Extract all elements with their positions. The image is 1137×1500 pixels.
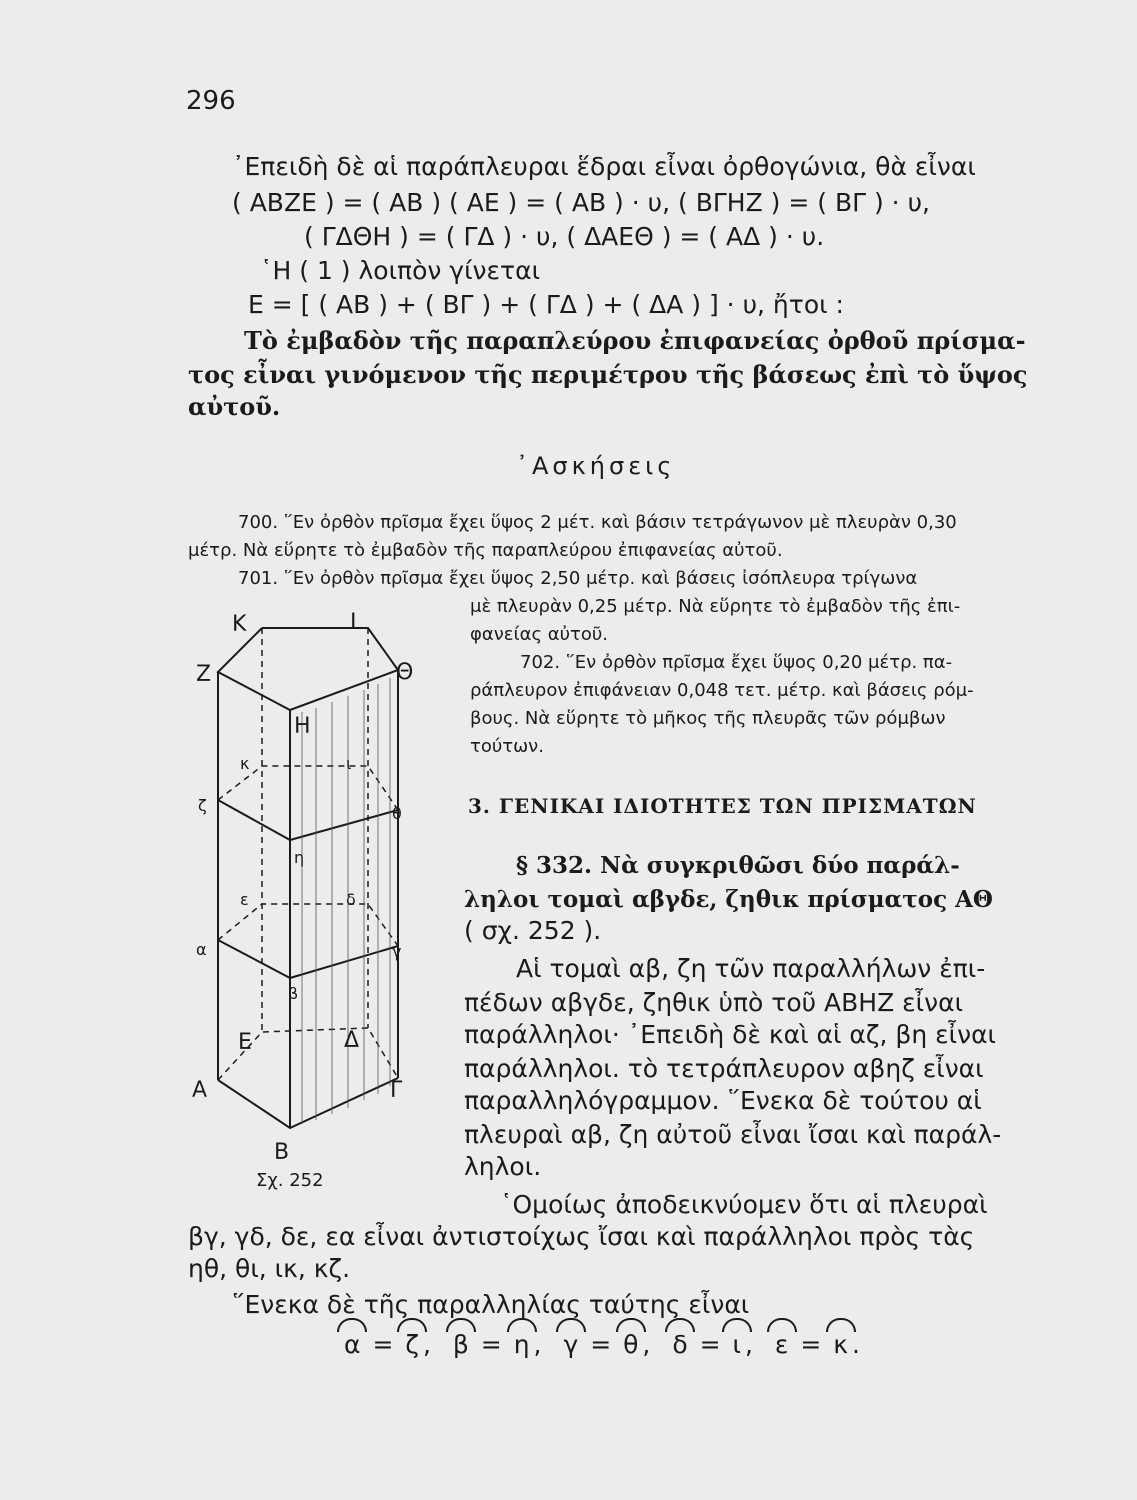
paragraph-line: ληλοι. — [464, 1152, 542, 1181]
angle-zeta: ζ — [405, 1330, 419, 1359]
angle-theta: θ — [623, 1330, 639, 1359]
section-upper — [218, 800, 398, 840]
label-D: Δ — [344, 1028, 360, 1053]
label-th: θ — [392, 804, 402, 823]
section-lower — [218, 940, 398, 978]
label-A: Α — [192, 1078, 208, 1103]
paragraph-line: ( σχ. 252 ). — [464, 916, 602, 945]
exercise-line: φανείας αὐτοῦ. — [470, 624, 609, 645]
hidden-section-lower — [218, 904, 398, 946]
text-line: ῾Η ( 1 ) λοιπὸν γίνεται — [260, 256, 541, 285]
comma: , — [642, 1330, 651, 1359]
paragraph-line: βγ, γδ, δε, εα εἶναι ἀντιστοίχως ἴσαι καὶ παράλληλοι πρὸς τὰς — [188, 1222, 975, 1251]
angle-epsilon: ε — [774, 1330, 789, 1359]
label-z: ζ — [198, 796, 207, 815]
theorem-line: αὐτοῦ. — [188, 392, 281, 421]
angle-equalities — [340, 1330, 860, 1359]
label-I: Ι — [350, 610, 357, 635]
angle-beta: β — [452, 1330, 469, 1359]
exercise-line: μέτρ. Νὰ εὕρητε τὸ ἐμβαδὸν τῆς παραπλεύρου ἐπιφανείας αὐτοῦ. — [188, 540, 783, 561]
paragraph-line: παράλληλοι· ᾿Επειδὴ δὲ καὶ αἱ αζ, βη εἶναι — [464, 1020, 997, 1049]
equals-sign: = — [372, 1330, 394, 1359]
label-g: γ — [392, 942, 402, 961]
label-B: Β — [274, 1140, 290, 1165]
exercises-title: ᾿Ασκήσεις — [516, 452, 676, 480]
label-k: κ — [240, 754, 250, 773]
section-heading: 3. ΓΕΝΙΚΑΙ ΙΔΙΟΤΗΤΕΣ ΤΩΝ ΠΡΙΣΜΑΤΩΝ — [468, 794, 977, 818]
comma: , — [744, 1330, 753, 1359]
angle-iota: ι — [732, 1330, 741, 1359]
label-K: Κ — [232, 612, 247, 637]
angle-eta: η — [513, 1330, 530, 1359]
equals-sign: = — [480, 1330, 502, 1359]
paragraph-line: πλευραὶ αβ, ζη αὐτοῦ εἶναι ἴσαι καὶ παράλ- — [464, 1120, 1002, 1149]
prism-figure — [180, 600, 470, 1180]
exercise-line: βους. Νὰ εὕρητε τὸ μῆκος τῆς πλευρᾶς τῶν ρόμβων — [470, 708, 946, 729]
theorem-line: Τὸ ἐμβαδὸν τῆς παραπλεύρου ἐπιφανείας ὀρθοῦ πρίσμα- — [244, 326, 1026, 355]
label-e: ε — [240, 890, 249, 909]
angle-delta: δ — [672, 1330, 688, 1359]
equals-sign: = — [590, 1330, 612, 1359]
paragraph-line: § 332. Νὰ συγκριθῶσι δύο παράλ- — [516, 852, 960, 879]
label-G: Γ — [390, 1078, 403, 1103]
paragraph-line: Αἱ τομαὶ αβ, ζη τῶν παραλλήλων ἐπι- — [516, 954, 986, 983]
label-i: ι — [346, 754, 352, 773]
comma: , — [533, 1330, 542, 1359]
exercise-line: τούτων. — [470, 736, 544, 757]
label-Z: Ζ — [196, 662, 212, 687]
angle-gamma: γ — [563, 1330, 579, 1359]
label-b: β — [288, 984, 299, 1003]
paragraph-line: ῞Ενεκα δὲ τῆς παραλληλίας ταύτης εἶναι — [232, 1290, 750, 1319]
exercise-line: ράπλευρον ἐπιφάνειαν 0,048 τετ. μέτρ. καὶ βάσεις ρόμ- — [470, 680, 974, 701]
page-number: 296 — [186, 86, 236, 116]
top-base-edge — [218, 628, 398, 710]
equals-sign: = — [699, 1330, 721, 1359]
text-line: ᾿Επειδὴ δὲ αἱ παράπλευραι ἕδραι εἶναι ὀρθογώνια, θὰ εἶναι — [232, 152, 976, 181]
paragraph-line: ῾Ομοίως ἀποδεικνύομεν ὅτι αἱ πλευραὶ — [500, 1190, 988, 1219]
label-h: η — [294, 848, 305, 867]
theorem-line: τος εἶναι γινόμενον τῆς περιμέτρου τῆς βάσεως ἐπὶ τὸ ὕψος — [188, 360, 1028, 389]
angle-kappa: κ — [833, 1330, 848, 1359]
exercise-line: μὲ πλευρὰν 0,25 μέτρ. Νὰ εὕρητε τὸ ἐμβαδὸν τῆς ἐπι- — [470, 596, 961, 617]
paragraph-line: ληλοι τομαὶ αβγδε, ζηθικ πρίσματος ΑΘ — [464, 886, 993, 913]
comma: , — [422, 1330, 431, 1359]
paragraph-line: ηθ, θι, ικ, κζ. — [188, 1254, 351, 1283]
equals-sign: = — [800, 1330, 822, 1359]
angle-alpha: α — [344, 1330, 361, 1359]
formula-line: Ε = [ ( ΑΒ ) + ( ΒΓ ) + ( ΓΔ ) + ( ΔΑ ) ] · υ, ἤτοι : — [248, 290, 844, 319]
paragraph-line: παράλληλοι. τὸ τετράπλευρον αβηζ εἶναι — [464, 1054, 984, 1083]
label-a: α — [196, 940, 207, 959]
paragraph-line: πέδων αβγδε, ζηθικ ὑπὸ τοῦ ΑΒΗΖ εἶναι — [464, 988, 964, 1017]
label-H: Η — [294, 714, 311, 739]
exercise-line: 702. ῞Εν ὀρθὸν πρῖσμα ἔχει ὕψος 0,20 μέτρ. πα- — [520, 652, 953, 673]
label-E: Ε — [238, 1030, 252, 1055]
paragraph-line: παραλληλόγραμμον. ῞Ενεκα δὲ τούτου αἱ — [464, 1086, 982, 1115]
formula-line: ( ΓΔΘΗ ) = ( ΓΔ ) · υ, ( ΔΑΕΘ ) = ( ΑΔ ) · υ. — [304, 222, 825, 251]
exercise-line: 700. ῞Εν ὀρθὸν πρῖσμα ἔχει ὕψος 2 μέτ. καὶ βάσιν τετράγωνον μὲ πλευρὰν 0,30 — [238, 512, 957, 533]
exercise-line: 701. ῞Εν ὀρθὸν πρῖσμα ἔχει ὕψος 2,50 μέτρ. καὶ βάσεις ἰσόπλευρα τρίγωνα — [238, 568, 918, 589]
bottom-base-edge — [218, 1078, 398, 1128]
label-Th: Θ — [396, 660, 414, 685]
label-d: δ — [346, 890, 356, 909]
formula-line: ( ΑΒΖΕ ) = ( ΑΒ ) ( ΑΕ ) = ( ΑΒ ) · υ, ( ΒΓΗΖ ) = ( ΒΓ ) · υ, — [232, 188, 930, 217]
figure-caption: Σχ. 252 — [256, 1170, 324, 1191]
period: . — [851, 1330, 860, 1359]
